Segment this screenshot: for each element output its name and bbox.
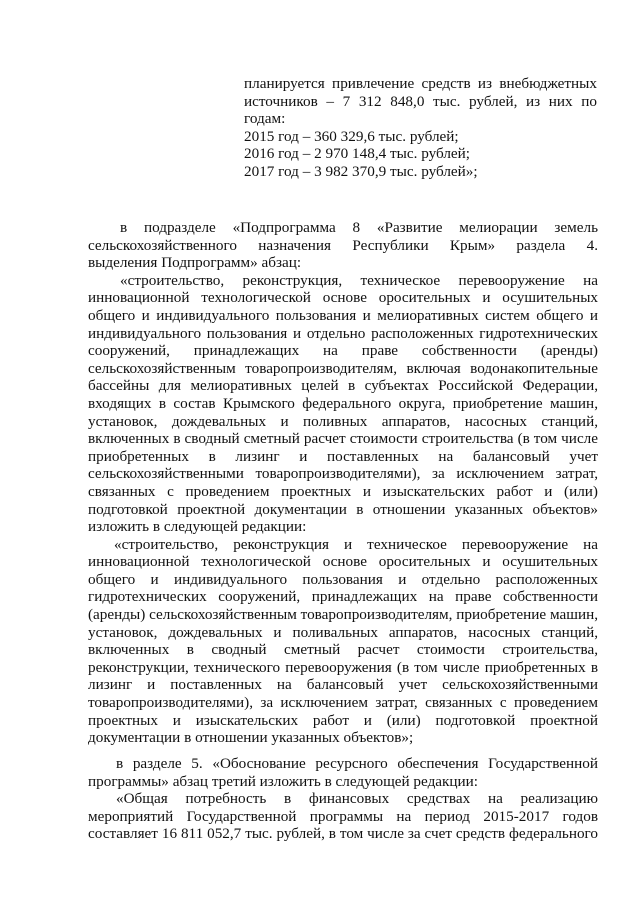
text-line: включенных в сводный сметный расчет стоимости строительства (в том числе <box>88 430 598 448</box>
text-line: сельскохозяйственными товаропроизводителями), за исключением затрат, <box>88 465 598 483</box>
text-line: составляет 16 811 052,7 тыс. рублей, в том числе за счет средств федерального <box>88 825 598 843</box>
text-line: в подразделе «Подпрограмма 8 «Развитие мелиорации земель <box>120 219 598 236</box>
text-line: планируется привлечение средств из внебюджетных <box>244 75 597 92</box>
text-line: годам: <box>244 110 286 128</box>
text-line: в разделе 5. «Обоснование ресурсного обеспечения Государственной <box>116 755 598 772</box>
text-line: инновационной технологической основе оросительных и осушительных <box>88 553 598 571</box>
text-line: (аренды) сельскохозяйственным товаропроизводителям, приобретение машин, <box>88 606 598 624</box>
text-line: изложить в следующей редакции: <box>88 518 307 536</box>
text-line: «Общая потребность в финансовых средствах на реализацию <box>116 790 598 808</box>
text-line: 2016 год – 2 970 148,4 тыс. рублей; <box>244 145 471 163</box>
text-line: индивидуального пользования и отдельно расположенных гидротехнических <box>88 324 598 342</box>
text-line: сооружений, принадлежащих на праве собственности (аренды) <box>88 342 598 360</box>
text-line: подготовкой проектной документации в отношении указанных объектов» <box>88 500 598 518</box>
text-line: общего и индивидуального пользования и мелиоративных систем общего и <box>88 306 598 324</box>
text-line: лизинг и поставленных на балансовый учет сельскохозяйственными <box>88 676 598 694</box>
text-line: выделения Подпрограмм» абзац: <box>88 254 302 272</box>
text-line: мероприятий Государственной программы на период 2015-2017 годов <box>88 807 598 825</box>
text-line: «строительство, реконструкция, техническое перевооружение на <box>120 271 598 289</box>
text-line: 2015 год – 360 329,6 тыс. рублей; <box>244 127 459 145</box>
text-line: связанных с проведением проектных и изыскательских работ и (или) <box>88 482 598 500</box>
text-line: общего и индивидуального пользования и отдельно расположенных <box>88 570 598 588</box>
text-line: бассейны для мелиоративных целей в субъектах Российской Федерации, <box>88 377 598 395</box>
text-line: проектных и изыскательских работ и (или) подготовкой проектной <box>88 711 598 729</box>
text-line: «строительство, реконструкция и техническое перевооружение на <box>114 535 598 553</box>
funding-by-year-text <box>244 75 597 181</box>
text-line: приобретенных в лизинг и поставленных на балансовый учет <box>88 447 598 465</box>
text-line: установок, дождевальных и поливальных аппаратов, насосных станций, <box>88 623 598 641</box>
text-line: включенных в сводный сметный расчет стоимости строительства, <box>88 641 598 659</box>
text-line: программы» абзац третий изложить в следующей редакции: <box>88 772 479 790</box>
text-line: документации в отношении указанных объектов»; <box>88 729 414 747</box>
text-line: сельскохозяйственного назначения Республики Крым» раздела 4. <box>88 236 598 254</box>
text-line: товаропроизводителями), за исключением затрат, связанных с проведением <box>88 694 598 712</box>
text-line: входящих в состав Крымского федерального округа, приобретение машин, <box>88 394 598 412</box>
text-line: гидротехнических сооружений, принадлежащих на праве собственности <box>88 588 598 606</box>
text-line: источников – 7 312 848,0 тыс. рублей, из них по <box>244 92 597 110</box>
section-5-amendment-text <box>88 755 598 843</box>
subprogram-8-amendment-text <box>88 219 598 747</box>
text-line: сельскохозяйственным товаропроизводителям, включая водонакопительные <box>88 359 598 377</box>
text-line: инновационной технологической основе оросительных и осушительных <box>88 289 598 307</box>
text-line: 2017 год – 3 982 370,9 тыс. рублей»; <box>244 162 478 180</box>
text-line: реконструкции, технического перевооружения (в том числе приобретенных в <box>88 658 598 676</box>
text-line: установок, дождевальных и поливных аппаратов, насосных станций, <box>88 412 598 430</box>
